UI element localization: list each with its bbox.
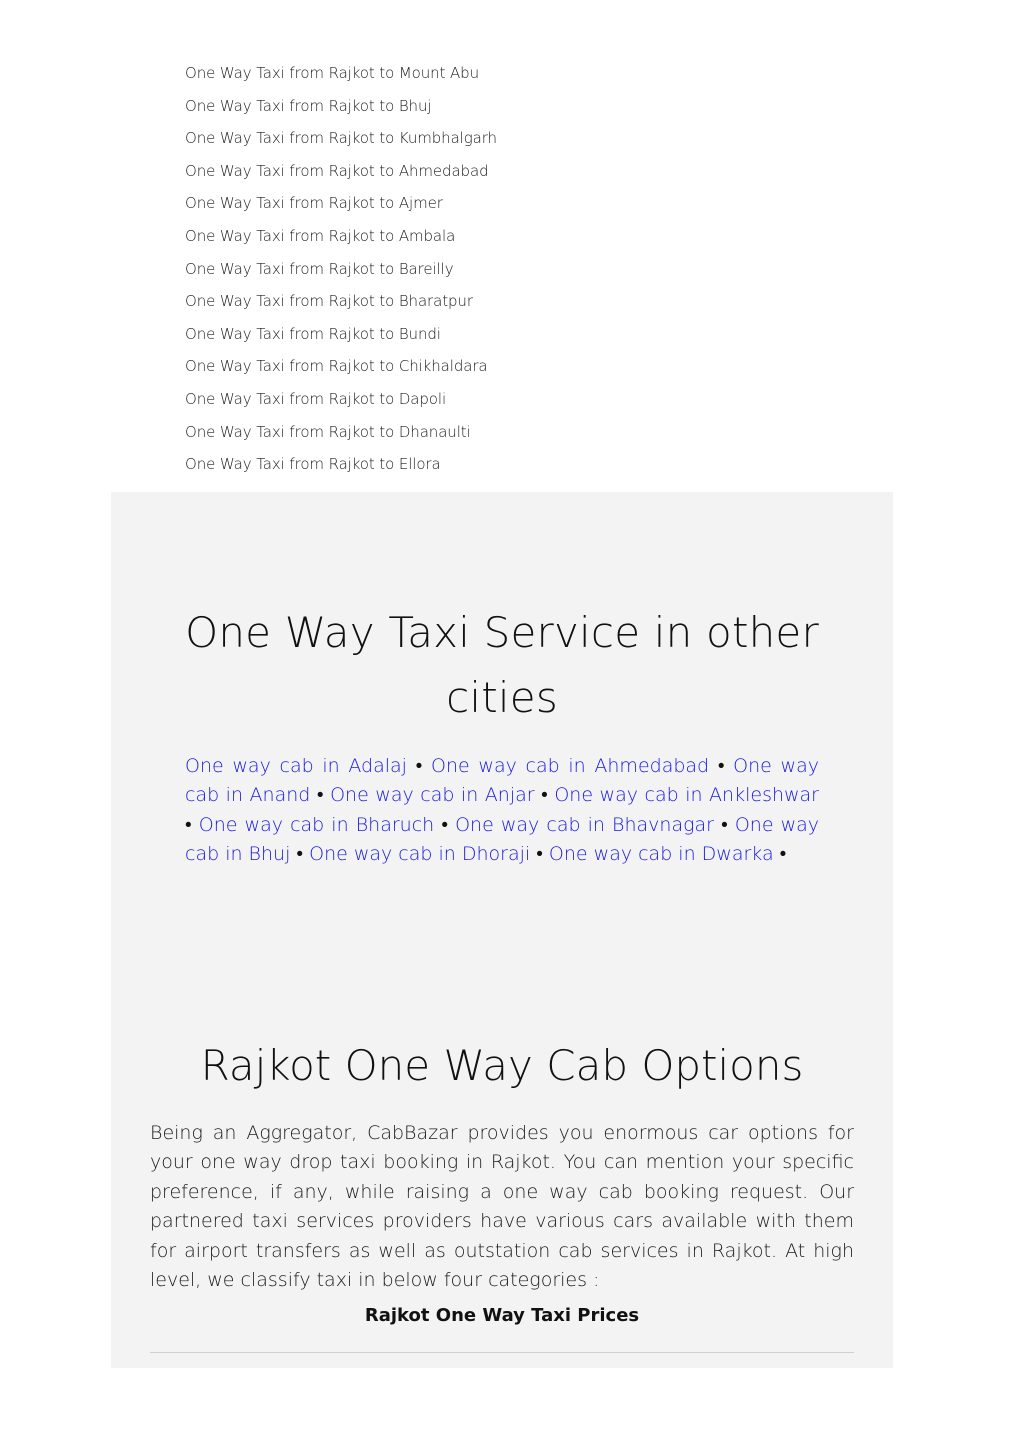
city-link[interactable]: One way cab in Ankleshwar	[554, 784, 819, 807]
prices-title: Rajkot One Way Taxi Prices	[364, 1305, 640, 1326]
route-link[interactable]: One Way Taxi from Rajkot to Ambala	[185, 226, 456, 245]
link-separator: •	[717, 755, 725, 777]
cab-options-intro: Being an Aggregator, CabBazar provides you enormous car options for your one way drop taxi booking in Rajkot. You can mention your specific preference, if any, while raising a one way cab booking request. Our partnered taxi services providers have various cars available with them for airport transfers as well as outstation cab services in Rajkot. At high level, we classify taxi in below four categories :	[150, 1122, 854, 1292]
route-link-item[interactable]	[185, 158, 785, 191]
link-separator: •	[441, 813, 448, 836]
other-cities-heading-line: One Way Taxi Service in other	[185, 608, 819, 657]
city-link[interactable]: One way cab in Adalaj	[185, 755, 407, 777]
route-link[interactable]: One Way Taxi from Rajkot to Bareilly	[185, 259, 454, 278]
other-cities-heading	[0, 600, 1004, 730]
route-link[interactable]: One Way Taxi from Rajkot to Dhanaulti	[185, 422, 471, 441]
route-link-item[interactable]	[185, 386, 785, 419]
route-link-item[interactable]	[185, 288, 785, 321]
city-link[interactable]: One way cab in Ahmedabad	[431, 755, 710, 777]
city-link[interactable]: One way cab in Dhoraji	[309, 843, 531, 866]
city-link[interactable]: One way cab in Bhavnagar	[455, 813, 714, 836]
link-separator: •	[415, 755, 423, 777]
city-link[interactable]: One way cab in Anjar	[330, 784, 535, 807]
route-link-item[interactable]	[185, 451, 785, 484]
route-link-item[interactable]	[185, 256, 785, 289]
route-link-item[interactable]	[185, 125, 785, 158]
city-link[interactable]: One way cab in Anand	[185, 755, 819, 807]
route-link[interactable]: One Way Taxi from Rajkot to Ellora	[185, 455, 441, 474]
route-link-item[interactable]	[185, 321, 785, 354]
link-separator: •	[721, 813, 728, 836]
city-link[interactable]: One way cab in Bharuch	[198, 813, 435, 836]
route-link[interactable]: One Way Taxi from Rajkot to Bundi	[185, 324, 441, 343]
route-link[interactable]: One Way Taxi from Rajkot to Mount Abu	[185, 64, 480, 82]
route-link-item[interactable]	[185, 190, 785, 223]
city-links	[185, 752, 819, 870]
route-link[interactable]: One Way Taxi from Rajkot to Dapoli	[185, 389, 447, 408]
route-list	[185, 60, 785, 484]
route-link[interactable]: One Way Taxi from Rajkot to Ajmer	[185, 194, 443, 213]
route-link-item[interactable]	[185, 60, 785, 93]
link-separator: •	[316, 784, 324, 807]
link-separator: •	[296, 843, 304, 866]
route-link[interactable]: One Way Taxi from Rajkot to Ahmedabad	[185, 161, 489, 180]
link-separator: •	[185, 813, 192, 836]
route-link-item[interactable]	[185, 93, 785, 126]
divider	[150, 1352, 854, 1353]
route-link[interactable]: One Way Taxi from Rajkot to Kumbhalgarh	[185, 129, 497, 148]
route-link-item[interactable]	[185, 419, 785, 452]
route-link[interactable]: One Way Taxi from Rajkot to Bhuj	[185, 96, 432, 115]
other-cities-heading-line: cities	[446, 673, 558, 722]
cab-options-heading: Rajkot One Way Cab Options	[200, 1041, 804, 1090]
route-link[interactable]: One Way Taxi from Rajkot to Bharatpur	[185, 292, 473, 311]
city-link[interactable]: One way cab in Dwarka	[548, 843, 774, 866]
route-link-item[interactable]	[185, 223, 785, 256]
route-link-item[interactable]	[185, 353, 785, 386]
link-separator: •	[541, 784, 548, 807]
city-link[interactable]: One way cab in Bhuj	[185, 813, 820, 866]
route-link[interactable]: One Way Taxi from Rajkot to Chikhaldara	[185, 357, 488, 376]
link-separator: •	[536, 843, 543, 866]
link-separator: •	[779, 843, 787, 866]
